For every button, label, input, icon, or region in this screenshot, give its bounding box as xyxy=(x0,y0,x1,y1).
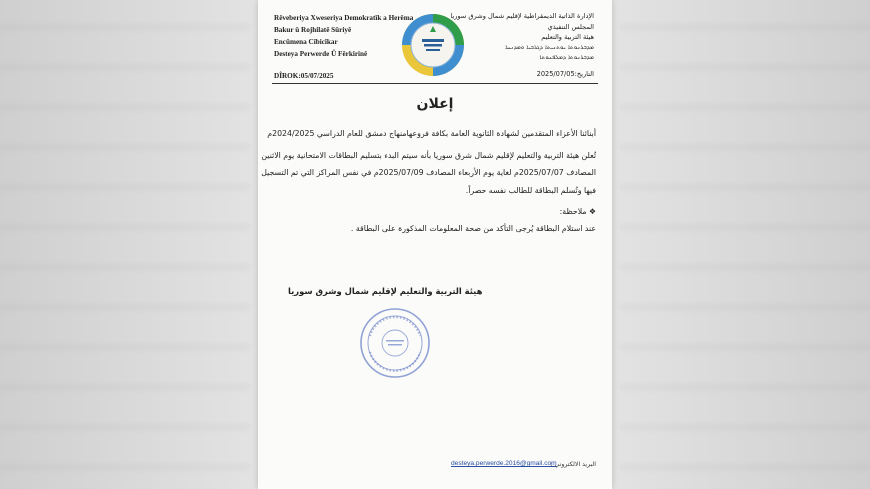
document-page xyxy=(258,0,612,489)
header-left-kurdish xyxy=(274,12,414,80)
note-text: عند استلام البطاقة يُرجى التأكد من صحة المعلومات المذكورة على البطاقة . xyxy=(350,224,596,233)
background-blur-right xyxy=(620,0,870,489)
header-left-line: Rêveberiya Xweseriya Demokratîk a Herêma xyxy=(274,14,414,22)
header-left-line: Bakur û Rojhilatê Sûriyê xyxy=(274,26,352,34)
body-paragraph-line: المصادف 2025/07/07م لغاية يوم الأربعاء المصادف 2025/07/09م في نفس المراكز التي تم التسجيل xyxy=(261,168,596,177)
header-right-line: المجلس التنفيذي xyxy=(547,22,594,31)
note-bullet-icon: ❖ xyxy=(586,207,596,216)
header-right-syriac-line: ܡܕܒܪܢܘܬܐ ܕܡܠܦܢܘܬܐ xyxy=(539,54,594,61)
header-right-line: الإدارة الذاتية الديمقراطية لإقليم شمال وشرق سوريا xyxy=(450,12,594,20)
administration-logo xyxy=(400,12,466,78)
body-paragraph-line: تُعلن هيئة التربية والتعليم لإقليم شمال شرق سوريا بأنه سيتم البدء بتسليم البطاقات الامتحانية يوم الاثنين xyxy=(261,151,596,160)
note-label: ❖ ملاحظة: xyxy=(559,207,596,216)
header-left-line: Desteya Perwerde Û Fêrkirinê xyxy=(274,50,368,58)
official-stamp xyxy=(358,306,432,380)
header-right-date: التاريخ:2025/07/05 xyxy=(536,70,594,78)
header-left-date: DÎROK:05/07/2025 xyxy=(274,72,334,80)
signature-text: هيئة التربية والتعليم لإقليم شمال وشرق سوريا xyxy=(288,286,483,296)
announcement-title: إعلان xyxy=(416,96,454,112)
body-paragraph-line: أبنائنا الأعزاء المتقدمين لشهادة الثانوية العامة بكافة فروعهامنهاج دمشق للعام الدراسي 2024/2025م xyxy=(267,129,596,138)
body-paragraph-line: فيها وتُسلم البطاقة للطالب نفسه حصراً. xyxy=(465,186,596,195)
header-left-line: Encûmena Cîbicîkar xyxy=(274,38,338,46)
email-link[interactable]: desteya.perwerde.2016@gmail.com xyxy=(451,460,557,467)
email-label: البريد الالكتروني : xyxy=(550,461,596,468)
header-right-arabic xyxy=(450,11,594,78)
header-right-line: هيئة التربية والتعليم xyxy=(541,33,594,41)
background-blur-left xyxy=(0,0,250,489)
header-divider xyxy=(272,83,598,84)
header-right-syriac-line: ܡܕܒܪܢܘܬܐ ܝܘܬܢܝܬܐ ܕܓܪܒܝܐ ܘܡܕܢܚܐ xyxy=(505,43,594,51)
